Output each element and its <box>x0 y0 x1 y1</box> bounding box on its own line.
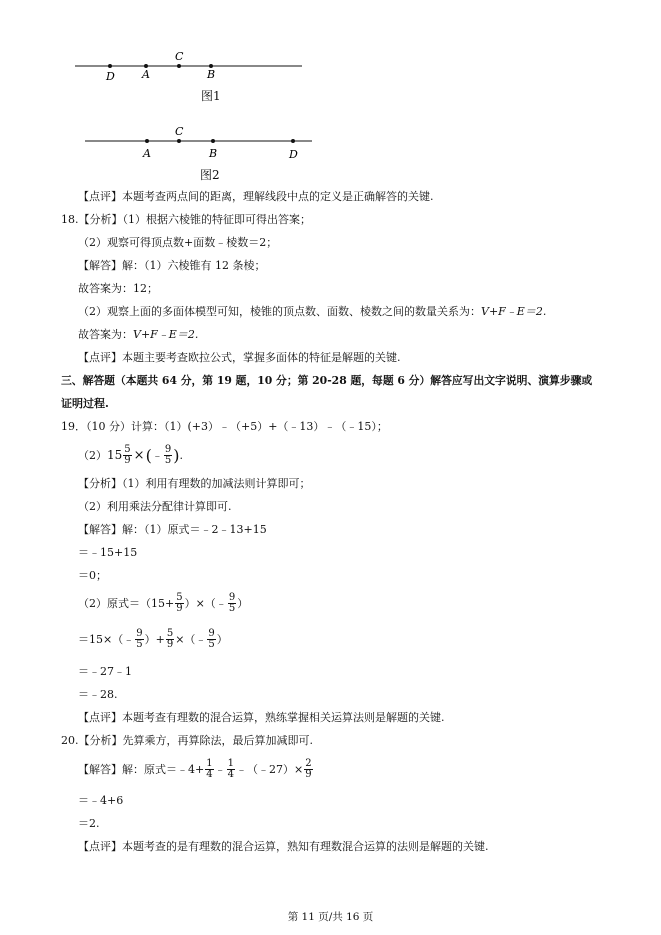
q19-part-2-prefix: （2） <box>78 449 107 462</box>
q19-step-1: ＝﹣15+15 <box>78 546 138 559</box>
section-3-heading-line-1: 三、解答题（本题共 64 分，第 19 题，10 分；第 20-28 题，每题 6 分）解答应写出文字说明、演算步骤或 <box>61 374 593 387</box>
q20-answer-frac-1-4-a <box>205 759 213 780</box>
frac-den: 5 <box>208 638 215 650</box>
figure-2-point-d <box>291 139 295 143</box>
q19-step-3-frac-9-5-b <box>207 629 215 650</box>
frac-num: 9 <box>164 443 172 455</box>
q18-answer-1b: 故答案为：12； <box>78 282 158 295</box>
q19-part-2-frac-5-9 <box>123 445 131 466</box>
q19-answer-2-prefix: （2）原式＝（15+ <box>78 597 175 610</box>
frac-den: 4 <box>227 768 234 780</box>
q19-step-5: ＝﹣28. <box>78 688 118 701</box>
q20-analysis: 20.【分析】先算乘方，再算除法，最后算加减即可. <box>61 734 313 747</box>
q19-part-2-lparen: ( <box>145 445 152 465</box>
figure-1-label-d: D <box>106 70 115 82</box>
figure-2-label-d: D <box>289 148 298 161</box>
q19-answer-2-frac-5-9 <box>175 593 183 614</box>
section-3-heading-line-2: 证明过程. <box>61 397 109 410</box>
frac-den: 9 <box>124 454 131 466</box>
frac-num: 1 <box>227 757 234 769</box>
q19-part-2 <box>78 440 183 470</box>
frac-num: 5 <box>166 627 174 639</box>
q17-comment: 【点评】本题考查两点间的距离，理解线段中点的定义是正确解答的关键. <box>78 190 434 203</box>
q19-analysis-2: （2）利用乘法分配律计算即可. <box>78 500 232 513</box>
q19-part-2-period: . <box>179 448 183 462</box>
figure-2-label-a: A <box>143 147 151 160</box>
q20-answer-mid2: ﹣（﹣27）× <box>235 763 304 776</box>
q18-answer-2b-formula: V+F﹣E＝2. <box>133 328 199 341</box>
figure-2-point-a <box>145 139 149 143</box>
frac-num: 9 <box>208 627 215 639</box>
frac-num: 5 <box>124 443 131 455</box>
q19-stem: 19．（10 分）计算：（1）(+3）﹣（+5）+（﹣13）﹣（﹣15）； <box>61 420 388 433</box>
q19-step-4: ＝﹣27﹣1 <box>78 665 132 678</box>
figure-2-label-c: C <box>175 125 184 138</box>
q20-comment: 【点评】本题考查的是有理数的混合运算，熟知有理数混合运算的法则是解题的关键. <box>78 840 489 853</box>
q19-step-3-end: ） <box>216 633 228 646</box>
q19-step-3 <box>78 625 228 653</box>
q19-step-3-mid2: ×（﹣ <box>175 633 207 646</box>
q19-part-2-frac-9-5 <box>164 445 172 466</box>
figure-2-caption: 图2 <box>200 168 220 182</box>
page-footer: 第 11 页/共 16 页 <box>287 911 374 923</box>
q19-answer-2 <box>78 589 248 617</box>
q20-answer-mid: ﹣ <box>214 763 226 776</box>
q19-answer-2-mid: ）×（﹣ <box>184 597 227 610</box>
frac-num: 9 <box>136 627 143 639</box>
frac-num: 2 <box>305 757 312 769</box>
q18-answer-2b <box>78 328 198 342</box>
q19-answer-2-end: ） <box>237 597 249 610</box>
q18-analysis-2: （2）观察可得顶点数+面数﹣棱数＝2； <box>78 236 278 249</box>
q18-comment: 【点评】本题主要考查欧拉公式，掌握多面体的特征是解题的关键. <box>78 351 401 364</box>
q20-answer-prefix: 【解答】解：原式＝﹣4+ <box>78 763 205 776</box>
q18-answer-1: 【解答】解：（1）六棱锥有 12 条棱； <box>78 259 266 272</box>
q20-step-1: ＝﹣4+6 <box>78 794 124 807</box>
frac-den: 5 <box>164 454 172 466</box>
figure-1-label-a: A <box>142 68 150 81</box>
frac-num: 9 <box>228 591 236 603</box>
q19-part-2-times: × <box>133 447 145 463</box>
frac-num: 1 <box>206 757 213 769</box>
frac-den: 4 <box>206 768 213 780</box>
q20-step-2: ＝2. <box>78 817 100 830</box>
frac-den: 5 <box>136 638 143 650</box>
figure-1-point-d <box>108 64 112 68</box>
q20-answer <box>78 754 314 784</box>
q18-analysis-1: 18.【分析】（1）根据六棱锥的特征即可得出答案； <box>61 213 311 226</box>
q19-step-3-frac-9-5-a <box>135 629 143 650</box>
q18-answer-2b-text: 故答案为： <box>78 328 133 341</box>
q19-step-3-mid1: ）+ <box>144 633 165 646</box>
q19-answer-2-frac-9-5 <box>228 593 236 614</box>
q18-answer-2 <box>78 305 546 319</box>
frac-den: 5 <box>228 602 236 614</box>
figure-2-point-c <box>177 139 181 143</box>
figure-2-label-b: B <box>209 147 218 160</box>
frac-num: 5 <box>176 591 183 603</box>
figure-1-diagram <box>70 42 310 82</box>
q20-answer-frac-1-4-b <box>227 759 235 780</box>
frac-den: 9 <box>305 768 312 780</box>
figure-1-point-c <box>177 64 181 68</box>
q20-answer-frac-2-9 <box>304 759 312 780</box>
figure-1-caption: 图1 <box>201 89 221 103</box>
q19-part-2-int: 15 <box>107 448 123 462</box>
frac-den: 9 <box>176 602 183 614</box>
figure-1-label-b: B <box>207 68 216 81</box>
q19-part-2-rparen: ) <box>173 445 180 465</box>
q19-step-3-prefix: ＝15×（﹣ <box>78 633 135 646</box>
figure-2-point-b <box>211 139 215 143</box>
figure-2-diagram <box>80 120 320 165</box>
q19-analysis-1: 【分析】（1）利用有理数的加减法则计算即可； <box>78 477 311 490</box>
frac-den: 9 <box>166 638 174 650</box>
figure-1-label-c: C <box>175 50 184 63</box>
q19-comment: 【点评】本题考查有理数的混合运算，熟练掌握相关运算法则是解题的关键. <box>78 711 445 724</box>
q18-answer-2-formula: V+F﹣E＝2. <box>481 305 547 318</box>
q18-answer-2-text: （2）观察上面的多面体模型可知，棱锥的顶点数、面数、棱数之间的数量关系为： <box>78 305 481 318</box>
q19-step-2: ＝0； <box>78 569 107 582</box>
q19-answer-1: 【解答】解：（1）原式＝﹣2﹣13+15 <box>78 523 267 536</box>
q19-step-3-frac-5-9 <box>166 629 174 650</box>
q19-part-2-minus: ﹣ <box>151 449 163 462</box>
